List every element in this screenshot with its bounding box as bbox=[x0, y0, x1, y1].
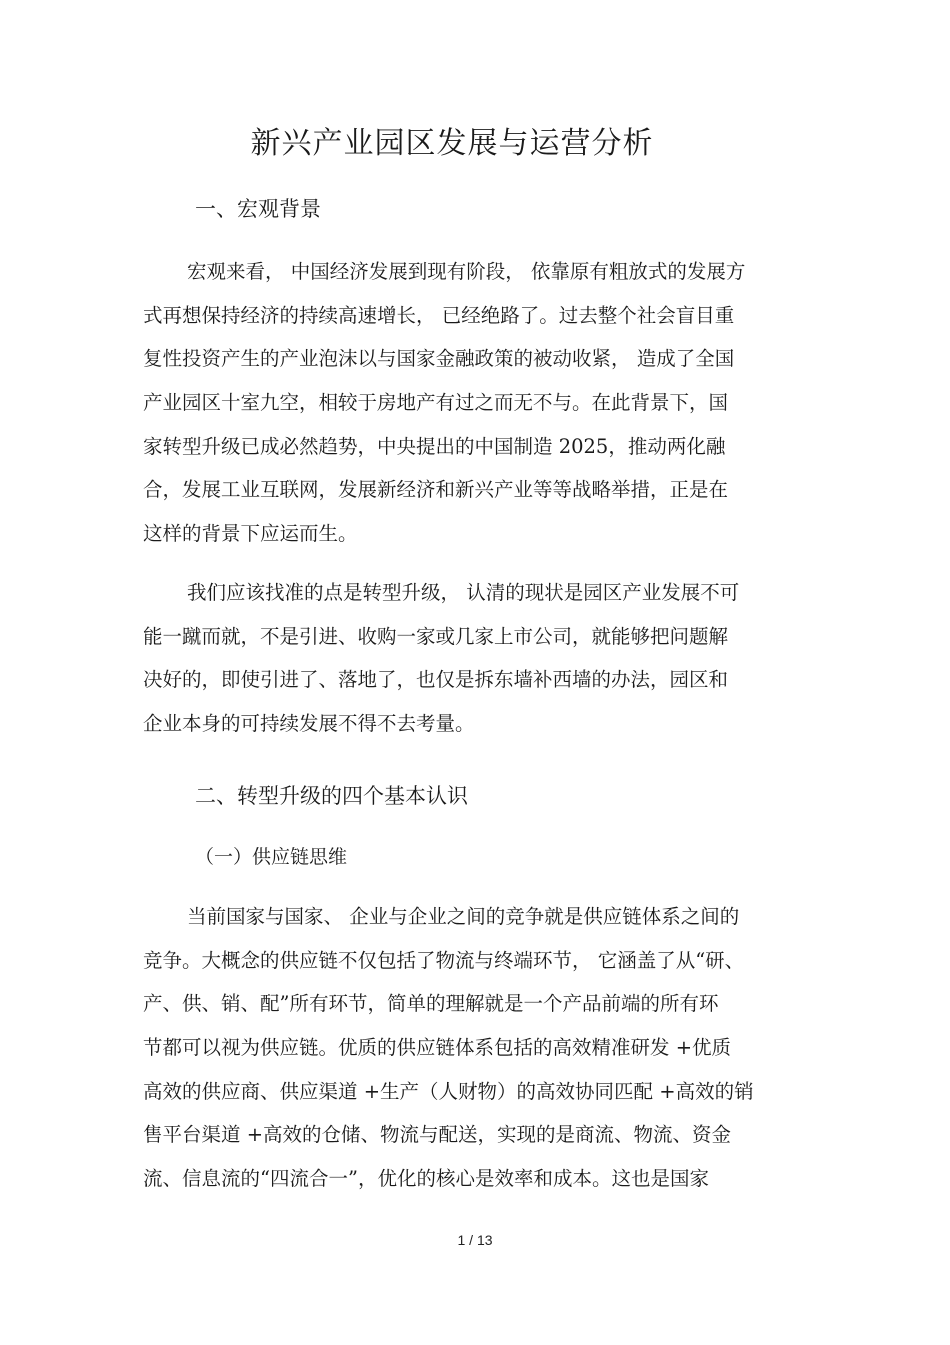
paragraph-line: 家转型升级已成必然趋势，中央提出的中国制造 2025，推动两化融 bbox=[143, 434, 726, 458]
paragraph-line: 产业园区十室九空，相较于房地产有过之而无不与。在此背景下，国 bbox=[143, 391, 729, 415]
paragraph-line: 决好的，即使引进了、落地了，也仅是拆东墙补西墙的办法，园区和 bbox=[143, 668, 729, 692]
paragraph-line: 节都可以视为供应链。优质的供应链体系包括的高效精准研发 +优质 bbox=[143, 1036, 732, 1060]
paragraph-line: 当前国家与国家、 企业与企业之间的竞争就是供应链体系之间的 bbox=[187, 905, 740, 928]
section-heading-macro-background: 一、宏观背景 bbox=[195, 197, 321, 221]
paragraph-line: 能一蹴而就，不是引进、收购一家或几家上市公司，就能够把问题解 bbox=[143, 624, 729, 648]
subsection-heading-supply-chain: （一）供应链思维 bbox=[195, 846, 348, 868]
page-indicator: 1 / 13 bbox=[457, 1232, 493, 1248]
paragraph-transformation-focus bbox=[143, 571, 813, 746]
paragraph-line: 合，发展工业互联网，发展新经济和新兴产业等等战略举措，正是在 bbox=[143, 478, 729, 502]
paragraph-supply-chain bbox=[143, 895, 813, 1201]
document-title: 新兴产业园区发展与运营分析 bbox=[250, 126, 654, 161]
paragraph-macro-background bbox=[143, 250, 813, 556]
paragraph-line: 宏观来看， 中国经济发展到现有阶段， 依靠原有粗放式的发展方 bbox=[187, 260, 746, 283]
paragraph-line: 流、信息流的“四流合一”，优化的核心是效率和成本。这也是国家 bbox=[143, 1167, 709, 1191]
paragraph-line: 竞争。大概念的供应链不仅包括了物流与终端环节， 它涵盖了从“研、 bbox=[143, 948, 745, 972]
paragraph-line: 式再想保持经济的持续高速增长， 已经绝路了。过去整个社会盲目重 bbox=[143, 303, 735, 327]
paragraph-line: 企业本身的可持续发展不得不去考量。 bbox=[143, 712, 475, 736]
section-heading-four-understandings: 二、转型升级的四个基本认识 bbox=[195, 784, 468, 808]
paragraph-line: 这样的背景下应运而生。 bbox=[143, 522, 358, 546]
paragraph-line: 售平台渠道 +高效的仓储、物流与配送，实现的是商流、物流、资金 bbox=[143, 1123, 732, 1147]
paragraph-line: 高效的供应商、供应渠道 +生产（人财物）的高效协同匹配 +高效的销 bbox=[143, 1079, 754, 1103]
paragraph-line: 复性投资产生的产业泡沫以与国家金融政策的被动收紧， 造成了全国 bbox=[143, 347, 735, 371]
paragraph-line: 我们应该找准的点是转型升级， 认清的现状是园区产业发展不可 bbox=[187, 581, 740, 604]
paragraph-line: 产、供、销、配”所有环节，简单的理解就是一个产品前端的所有环 bbox=[143, 992, 719, 1016]
